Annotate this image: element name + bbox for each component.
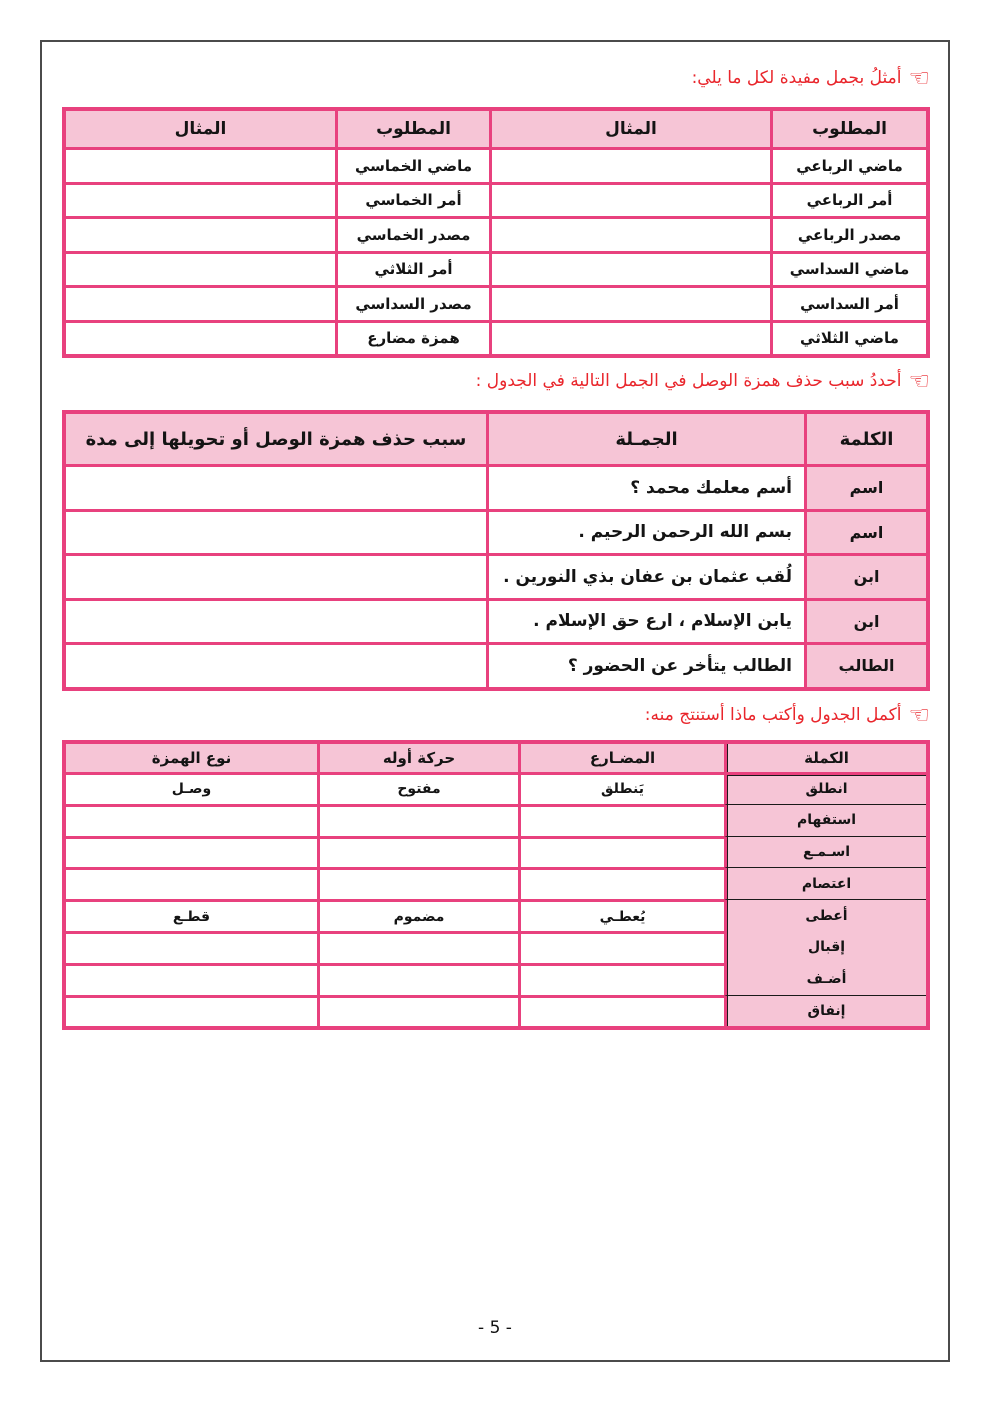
pointing-hand-icon: ☜ <box>908 367 930 395</box>
t3-header-hamza-type: نوع الهمزة <box>66 744 317 772</box>
table-cell-blank <box>66 182 335 217</box>
section1-heading <box>692 66 930 90</box>
table-cell: أعطى <box>724 899 926 931</box>
t2-header-word: الكلمة <box>804 414 926 464</box>
t1-header-required-right: المطلوب <box>770 111 926 147</box>
table-cell: مفتوح <box>317 772 518 804</box>
table-cell-blank <box>66 804 317 836</box>
pointing-hand-icon: ☜ <box>908 701 930 729</box>
table-cell: قطـع <box>66 899 317 931</box>
page-number: - 5 - <box>478 1318 512 1338</box>
table-cell-blank <box>518 867 724 899</box>
table-cell: اسـمـع <box>724 836 926 868</box>
table-cell-blank <box>66 464 486 509</box>
table-hamzat-wasl <box>62 410 930 691</box>
table-cell-blank <box>66 642 486 687</box>
table-cell-blank <box>518 836 724 868</box>
table-cell: يابن الإسلام ، ارع حق الإسلام . <box>486 598 804 643</box>
table-cell-blank <box>317 867 518 899</box>
table-cell: اعتصام <box>724 867 926 899</box>
table-hamza-types <box>62 740 930 1030</box>
table-cell: همزة مضارع <box>335 320 489 355</box>
table-cell: ماضي الرباعي <box>770 147 926 182</box>
table-cell-blank <box>66 867 317 899</box>
pointing-hand-icon: ☜ <box>908 64 930 92</box>
section1-heading-text: أمثلُ بجمل مفيدة لكل ما يلي: <box>691 68 902 88</box>
section3-heading <box>645 703 930 727</box>
table-cell: وصـل <box>66 772 317 804</box>
table-cell: بسم الله الرحمن الرحيم . <box>486 509 804 554</box>
table-cell: ابن <box>804 553 926 598</box>
section2-heading-text: أحددُ سبب حذف همزة الوصل في الجمل التالية في الجدول : <box>475 371 902 391</box>
table-cell-blank <box>518 995 724 1027</box>
t3-header-word: الكملة <box>724 744 926 772</box>
table-cell-blank <box>66 963 317 995</box>
table-cell: مصدر الخماسي <box>335 216 489 251</box>
table-cell-blank <box>489 320 770 355</box>
table-cell-blank <box>66 147 335 182</box>
table-cell-blank <box>66 285 335 320</box>
table-cell: أضـف <box>724 963 926 995</box>
table-cell-blank <box>489 285 770 320</box>
table-cell: ماضي السداسي <box>770 251 926 286</box>
table-cell: ابن <box>804 598 926 643</box>
table-cell: إنفاق <box>724 995 926 1027</box>
t1-header-example-left: المثال <box>66 111 335 147</box>
table-cell-blank <box>66 598 486 643</box>
t3-header-present: المضـارع <box>518 744 724 772</box>
table-cell: ماضي الخماسي <box>335 147 489 182</box>
table-cell: مصدر الرباعي <box>770 216 926 251</box>
table-cell: انطلق <box>724 772 926 804</box>
table-verb-forms <box>62 107 930 358</box>
table-cell: الطالب يتأخر عن الحضور ؟ <box>486 642 804 687</box>
table-cell-blank <box>66 836 317 868</box>
table-cell: اسم <box>804 509 926 554</box>
table-cell-blank <box>317 931 518 963</box>
t3-header-first-vowel: حركة أوله <box>317 744 518 772</box>
table-cell-blank <box>489 147 770 182</box>
table-cell: يُعطـي <box>518 899 724 931</box>
section2-heading <box>476 369 930 393</box>
table-cell: يَنطلق <box>518 772 724 804</box>
table-cell-blank <box>317 995 518 1027</box>
table-cell-blank <box>518 804 724 836</box>
table-cell-blank <box>518 931 724 963</box>
table-cell-blank <box>66 931 317 963</box>
table-cell: إقبال <box>724 931 926 963</box>
table-cell: أمر الخماسي <box>335 182 489 217</box>
table-cell: مضموم <box>317 899 518 931</box>
table-cell: اسم <box>804 464 926 509</box>
table-cell-blank <box>66 216 335 251</box>
table-cell-blank <box>66 320 335 355</box>
table-cell: لُقب عثمان بن عفان بذي النورين . <box>486 553 804 598</box>
table-cell: ماضي الثلاثي <box>770 320 926 355</box>
section3-heading-text: أكمل الجدول وأكتب ماذا أستنتج منه: <box>644 705 902 725</box>
table-cell: أمر الرباعي <box>770 182 926 217</box>
table-cell-blank <box>66 509 486 554</box>
table-cell-blank <box>489 182 770 217</box>
table-cell: استفهام <box>724 804 926 836</box>
table-cell: أسم معلمك محمد ؟ <box>486 464 804 509</box>
table-cell: أمر السداسي <box>770 285 926 320</box>
table-cell-blank <box>317 963 518 995</box>
table-cell: مصدر السداسي <box>335 285 489 320</box>
table-cell-blank <box>317 804 518 836</box>
table-cell-blank <box>317 836 518 868</box>
t2-header-reason: سبب حذف همزة الوصل أو تحويلها إلى مدة <box>66 414 486 464</box>
table-cell: أمر الثلاثي <box>335 251 489 286</box>
table-cell-blank <box>66 553 486 598</box>
t1-header-required-left: المطلوب <box>335 111 489 147</box>
table-cell-blank <box>66 251 335 286</box>
table-cell-blank <box>66 995 317 1027</box>
t1-header-example-right: المثال <box>489 111 770 147</box>
page-border-frame <box>40 40 950 1362</box>
t2-header-sentence: الجمـلة <box>486 414 804 464</box>
table-cell-blank <box>489 251 770 286</box>
table-cell-blank <box>489 216 770 251</box>
table-cell: الطالب <box>804 642 926 687</box>
table-cell-blank <box>518 963 724 995</box>
